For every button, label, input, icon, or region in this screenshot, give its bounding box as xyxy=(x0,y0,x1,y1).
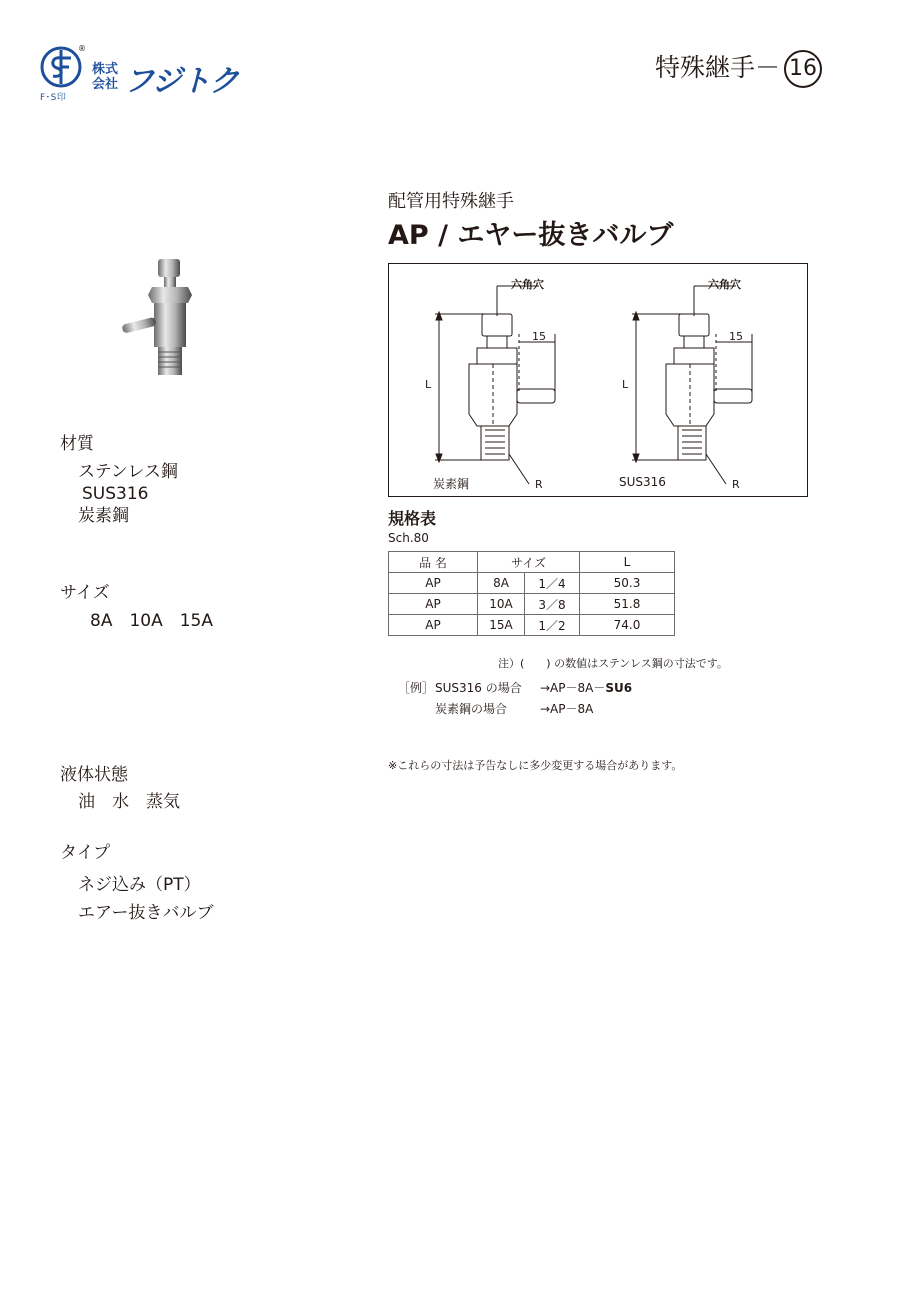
type-value-1: ネジ込み（PT） xyxy=(78,875,201,895)
dim-L-left: L xyxy=(425,378,432,391)
hex-hole-label-left: 六角穴 xyxy=(511,278,544,291)
spec-table xyxy=(388,551,675,636)
product-subtitle: 配管用特殊継手 xyxy=(388,191,514,212)
material-label: 材質 xyxy=(60,434,94,454)
logo-subtext: F･S印 xyxy=(40,93,67,103)
example1-code-main: →AP－8A－ xyxy=(540,681,606,695)
cell-size-a: 10A xyxy=(478,594,525,615)
size-label: サイズ xyxy=(60,583,110,603)
example1-code xyxy=(540,679,632,696)
dim-15-left: 15 xyxy=(532,330,546,343)
spec-table-title: 規格表 xyxy=(388,509,437,528)
logo-company-type: 株式会社 xyxy=(92,62,119,92)
size-values: 8A 10A 15A xyxy=(90,611,213,631)
cell-product: AP xyxy=(389,594,478,615)
company-logo xyxy=(40,46,280,106)
product-photo xyxy=(120,255,230,380)
diagram-drawing xyxy=(389,264,807,496)
dimension-diagram xyxy=(388,263,808,497)
cell-size-a: 15A xyxy=(478,615,525,636)
material-value-3: 炭素鋼 xyxy=(78,506,129,526)
table-row xyxy=(389,594,675,615)
diagram-material-right: SUS316 xyxy=(619,475,666,489)
header-product: 品 名 xyxy=(389,552,478,573)
cell-product: AP xyxy=(389,615,478,636)
table-row xyxy=(389,615,675,636)
header-size: サイズ xyxy=(478,552,580,573)
cell-L: 74.0 xyxy=(580,615,675,636)
fluid-label: 液体状態 xyxy=(60,765,128,785)
type-value-2: エアー抜きバルブ xyxy=(78,903,214,923)
cell-size-a: 8A xyxy=(478,573,525,594)
table-header-row xyxy=(389,552,675,573)
cell-size-inch: 1／4 xyxy=(525,573,580,594)
cell-L: 50.3 xyxy=(580,573,675,594)
cell-product: AP xyxy=(389,573,478,594)
product-title: AP / エヤー抜きバルブ xyxy=(388,220,674,251)
schedule-label: Sch.80 xyxy=(388,531,429,545)
example-label: ［例］ xyxy=(398,681,435,695)
disclaimer-note: ※これらの寸法は予告なしに多少変更する場合があります。 xyxy=(388,759,683,772)
page-category-tag xyxy=(655,48,822,88)
material-value-1: ステンレス鋼 xyxy=(78,462,178,482)
material-value-2: SUS316 xyxy=(82,484,149,504)
cell-size-inch: 1／2 xyxy=(525,615,580,636)
header-L: L xyxy=(580,552,675,573)
table-row xyxy=(389,573,675,594)
page-number-circle: 16 xyxy=(784,50,822,88)
example1-material: SUS316 の場合 xyxy=(435,681,522,695)
example2-code: →AP－8A xyxy=(540,702,594,716)
dim-15-right: 15 xyxy=(729,330,743,343)
fujitoku-logo-mark-icon xyxy=(40,46,82,88)
hex-hole-label-right: 六角穴 xyxy=(708,278,741,291)
page-category-label: 特殊継手－ xyxy=(655,53,781,82)
diagram-material-left: 炭素鋼 xyxy=(433,477,470,491)
example2-material: 炭素鋼の場合 xyxy=(435,702,508,716)
dim-L-right: L xyxy=(622,378,629,391)
example1-code-suffix: SU6 xyxy=(605,681,633,695)
logo-company-name: フジトク xyxy=(124,64,239,99)
dim-R-left: R xyxy=(535,478,543,491)
fluid-values: 油 水 蒸気 xyxy=(78,792,180,812)
stainless-note: 注）( ) の数値はステンレス鋼の寸法です。 xyxy=(498,657,728,670)
cell-size-inch: 3／8 xyxy=(525,594,580,615)
type-label: タイプ xyxy=(60,843,111,863)
dim-R-right: R xyxy=(732,478,740,491)
cell-L: 51.8 xyxy=(580,594,675,615)
registered-mark: ® xyxy=(78,44,86,53)
